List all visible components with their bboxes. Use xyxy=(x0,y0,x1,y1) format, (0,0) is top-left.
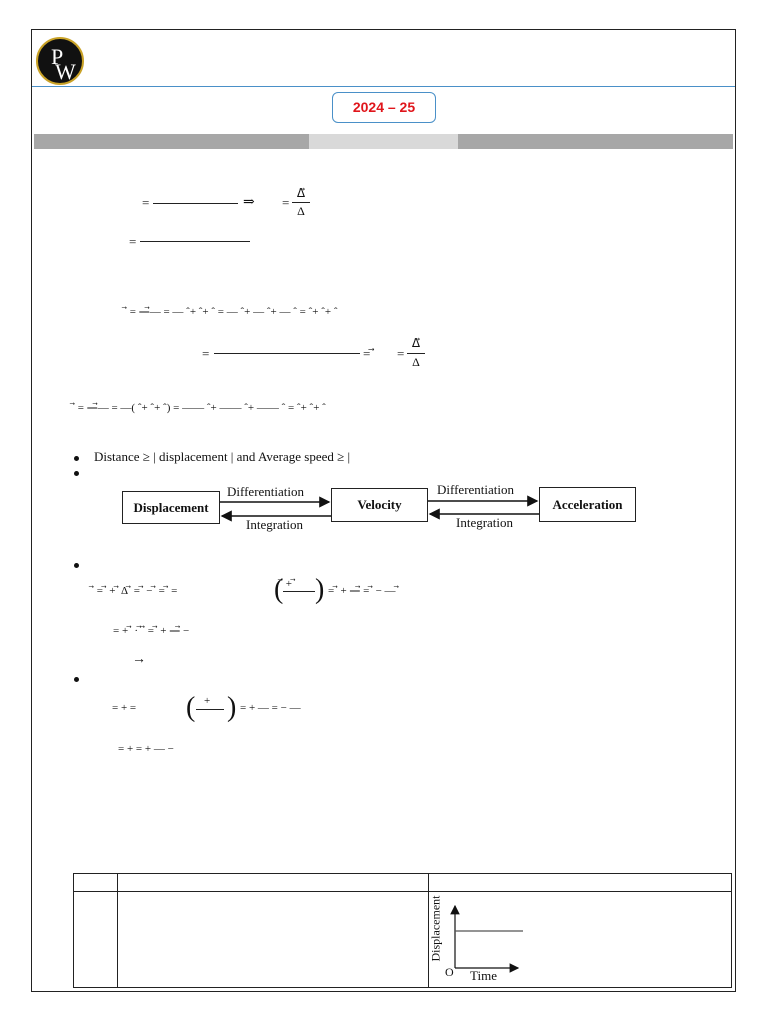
kin-row1-rparen: ) xyxy=(315,574,325,605)
label-differentiation-1: Differentiation xyxy=(227,484,305,499)
eq4-equals: = xyxy=(202,346,210,361)
velocity-box: Velocity xyxy=(331,488,428,522)
eq1-equals-2: = xyxy=(282,195,290,210)
kin-row1-lparen: ( xyxy=(274,574,284,605)
kin-row3: → xyxy=(132,652,146,667)
label-integration-1: Integration xyxy=(246,517,304,532)
eq2-equals: = xyxy=(129,234,137,249)
kin-row4-tail: = + — = − — xyxy=(240,702,301,714)
year-badge: 2024 – 25 xyxy=(332,92,436,123)
displacement-box: Displacement xyxy=(122,491,220,524)
eq1-frac-num: Δ⃗ xyxy=(296,186,306,200)
bullet-1-text: Distance ≥ | displacement | and Average speed ≥ | xyxy=(94,449,351,464)
eq1-equals: = xyxy=(142,195,150,210)
kin-row4-lparen: ( xyxy=(186,692,196,723)
logo-letter-p: P xyxy=(51,44,64,69)
graph-origin: O xyxy=(445,965,454,979)
kin-row2: = + ⃗ · ⃗ ⃗ = ⃗ + —⃗ − xyxy=(113,625,190,637)
eq4-tail: = ⃗ xyxy=(363,346,375,361)
kin-row5: = + = + — − xyxy=(118,743,174,755)
kin-row4: = + = xyxy=(112,702,137,714)
kin-row1-paren-content: ⃗ + ⃗ xyxy=(283,578,296,590)
kin-row4-paren-content: + xyxy=(204,695,211,707)
eq1-implies: ⇒ xyxy=(243,195,255,210)
acceleration-box: Acceleration xyxy=(539,487,636,522)
kin-row1: ⃗ = ⃗ + ⃗ Δ ⃗ = ⃗ − ⃗ = ⃗ = xyxy=(94,585,178,597)
graph-xlabel: Time xyxy=(470,968,497,983)
kin-row4-rparen: ) xyxy=(227,692,237,723)
kin-row1-tail: = ⃗ + —⃗ = ⃗ − — ⃗ xyxy=(328,585,400,597)
graph-ylabel: Displacement xyxy=(428,895,443,962)
eq5-vector-expression: ⃗ = —⃗— = —( ˆ+ ˆ+ ˆ) = —— ˆ+ —— ˆ+ —— ˆ = ˆ+ ˆ+ ˆ xyxy=(75,402,326,414)
eq4-equals-2: = xyxy=(397,346,405,361)
logo-letter-w: W xyxy=(55,59,76,84)
eq4-frac-num: Δ⃗ xyxy=(411,336,421,350)
label-integration-2: Integration xyxy=(456,515,514,530)
label-differentiation-2: Differentiation xyxy=(437,482,515,497)
eq4-frac-den: Δ xyxy=(412,355,420,369)
eq3-vector-expression: ⃗ = —⃗— = — ˆ+ ˆ+ ˆ = — ˆ+ — ˆ+ — ˆ = ˆ+ ˆ+ ˆ xyxy=(127,306,338,318)
eq1-frac-den: Δ xyxy=(297,204,305,218)
